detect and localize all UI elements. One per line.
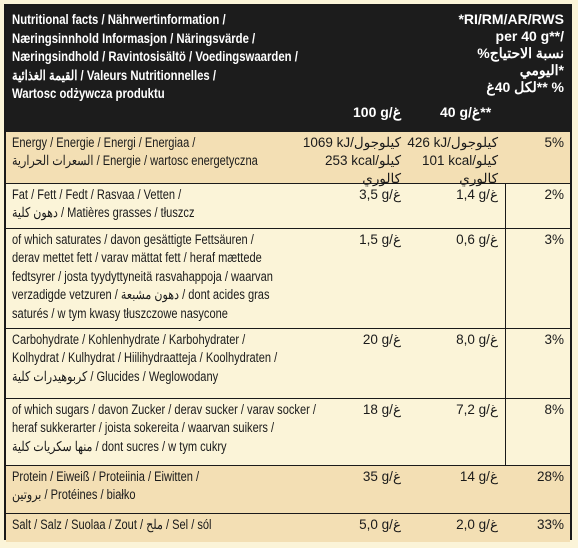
value-40g: [406, 516, 498, 534]
nutrient-label-line: كربوهيدرات كلية / Glucides / Weglowodany: [12, 368, 219, 384]
nutrient-label-line: verzadigde vetzuren / دهون مشبعة / dont acides gras: [12, 287, 270, 303]
table-row: [6, 132, 570, 184]
ri-percent: 3%: [544, 232, 564, 247]
nutrition-table: [4, 4, 572, 540]
value-100g: [288, 516, 401, 534]
value-line: 20 g/غ: [362, 332, 401, 347]
header-title: [12, 11, 302, 104]
value-100g: [288, 468, 401, 486]
ri-percent: 2%: [544, 187, 564, 202]
value-100g: [288, 401, 401, 419]
nutrient-label-line: of which sugars / davon Zucker / derav sucker / varav socker /: [12, 402, 316, 417]
value-100g: [288, 331, 401, 349]
value-40g: [406, 186, 498, 204]
nutrient-label-line: saturés / w tym kwasy tłuszczowe nasycone: [12, 305, 228, 321]
value-40g: [406, 401, 498, 419]
ri-percent: 8%: [544, 402, 564, 417]
nutrient-label-line: Kolhydrat / Kulhydrat / Hiilihydraatteja / Koolhydraten /: [12, 350, 278, 366]
nutrient-label-line: derav mettet fett / varav mättat fett / heraf mættede: [12, 250, 262, 266]
nutrient-label-line: Protein / Eiweiß / Proteiinia / Eiwitten /: [12, 469, 200, 484]
nutrient-label-line: Carbohydrate / Kohlenhydrate / Karbohydrater /: [12, 332, 246, 347]
nutrient-label-line: of which saturates / davon gesättigte Fettsäuren /: [12, 232, 254, 247]
value-line: 1,4 g/غ: [456, 187, 498, 202]
nutrient-label-line: السعرات الحرارية / Energie / wartosc energetyczna: [12, 153, 258, 169]
header-title-line: Næringsinnhold Informasjon / Näringsvärde /: [12, 30, 256, 46]
header-ri-line: لكل 40غ** %: [486, 79, 564, 95]
value-line: 18 g/غ: [362, 402, 401, 417]
value-line: 1069 kJ/كيلوجول: [302, 135, 401, 150]
header-ri-line: per 40 g**/: [495, 28, 564, 44]
value-line: 101 kcal/كيلو كالوري: [422, 153, 498, 186]
header-title-line: Nutritional facts / Nährwertinformation /: [12, 12, 226, 27]
column-header-40g: 40 g/غ**: [440, 104, 492, 120]
column-header-100g: 100 g/غ: [353, 104, 402, 120]
value-40g: [406, 231, 498, 249]
value-line: 7,2 g/غ: [456, 402, 498, 417]
nutrient-label-line: Salt / Salz / Suolaa / Zout / ملح / Sel / sól: [12, 517, 212, 532]
header-ri: [374, 11, 564, 96]
value-40g: [406, 134, 498, 188]
value-line: 8,0 g/غ: [456, 332, 498, 347]
value-line: 2,0 g/غ: [456, 517, 498, 532]
table-row: [6, 514, 570, 542]
table-row: [6, 229, 570, 329]
value-line: 253 kcal/كيلو كالوري: [325, 153, 401, 186]
value-100g: [288, 186, 401, 204]
table-row: [6, 399, 570, 466]
nutrient-label-line: دهون كلية / Matières grasses / tłuszcz: [12, 205, 195, 221]
table-row: [6, 466, 570, 514]
header-title-line: Wartosc odżywcza produktu: [12, 86, 165, 101]
value-line: 3,5 g/غ: [359, 187, 401, 202]
value-line: 14 g/غ: [459, 469, 498, 484]
nutrient-label-line: منها سكريات كلية / dont sucres / w tym cukry: [12, 438, 227, 454]
nutrient-label-line: fedtsyrer / josta tyydyttyneitä rasvahappoja / waarvan: [12, 268, 273, 284]
header-ri-line: %نسبة الاحتياج: [477, 45, 564, 61]
header-title-line: Næringsindhold / Ravintosisältö / Voedingswaarden /: [12, 49, 298, 64]
ri-percent: 3%: [544, 332, 564, 347]
nutrient-label-line: Energy / Energie / Energi / Energiaa /: [12, 135, 196, 150]
nutrient-label-line: heraf sukkerarter / joista sokereita / waarvan suikers /: [12, 420, 275, 436]
ri-percent: 33%: [536, 517, 564, 532]
value-line: 0,6 g/غ: [456, 232, 498, 247]
ri-percent: 5%: [544, 135, 564, 150]
value-40g: [406, 331, 498, 349]
value-40g: [406, 468, 498, 486]
nutrient-label-line: بروتين / Protéines / białko: [12, 487, 136, 503]
header-ri-line: *RI/RM/AR/RWS: [458, 11, 564, 27]
value-line: 426 kJ/كيلوجول: [407, 135, 498, 150]
table-row: [6, 184, 570, 229]
value-line: 35 g/غ: [362, 469, 401, 484]
value-100g: [288, 231, 401, 249]
value-line: 1,5 g/غ: [359, 232, 401, 247]
header-ri-line: اليومي*: [519, 62, 564, 78]
ri-percent: 28%: [536, 469, 564, 484]
nutrient-label-line: Fat / Fett / Fedt / Rasvaa / Vetten /: [12, 187, 182, 202]
table-row: [6, 329, 570, 399]
header-title-line: القيمة الغذائية / Valeurs Nutritionnelles /: [12, 67, 217, 83]
value-100g: [288, 134, 401, 188]
table-header: [6, 6, 570, 132]
value-line: 5,0 g/غ: [359, 517, 401, 532]
